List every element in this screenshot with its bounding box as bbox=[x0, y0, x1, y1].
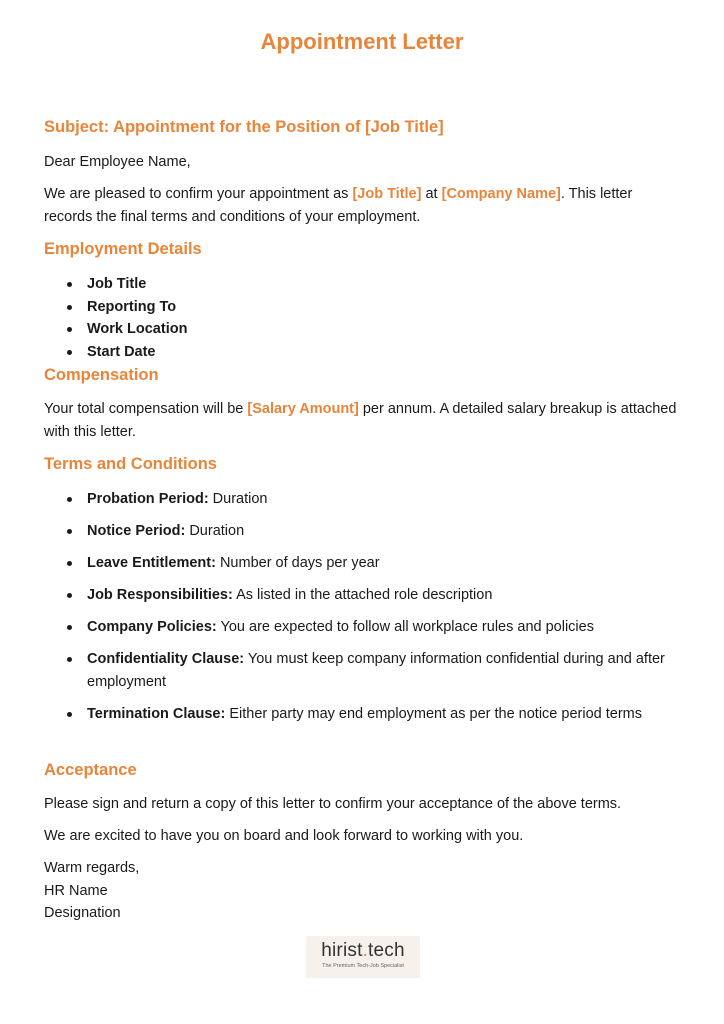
closing-designation: Designation bbox=[44, 905, 121, 921]
term-text: You must keep company information confidential during and after employment bbox=[87, 651, 665, 690]
compensation-paragraph bbox=[44, 398, 684, 443]
term-text: Duration bbox=[208, 491, 268, 507]
term-text: As listed in the attached role description bbox=[232, 587, 493, 603]
term-text: Number of days per year bbox=[215, 555, 380, 571]
intro-part2: at bbox=[421, 186, 442, 202]
term-label: Probation Period: bbox=[87, 491, 209, 507]
term-label: Notice Period: bbox=[87, 523, 186, 539]
company-name-placeholder: [Company Name] bbox=[441, 186, 561, 202]
terms-heading: Terms and Conditions bbox=[44, 455, 217, 473]
terms-list bbox=[44, 488, 684, 735]
term-text: You are expected to follow all workplace rules and policies bbox=[216, 619, 594, 635]
acceptance-line-2: We are excited to have you on board and look forward to working with you. bbox=[44, 828, 524, 844]
acceptance-heading: Acceptance bbox=[44, 761, 137, 779]
salutation: Dear Employee Name, bbox=[44, 154, 191, 170]
page-title: Appointment Letter bbox=[260, 29, 464, 54]
intro-paragraph bbox=[44, 183, 684, 228]
list-item: Start Date bbox=[44, 341, 684, 364]
job-title-placeholder: [Job Title] bbox=[352, 186, 422, 202]
term-item bbox=[44, 648, 684, 693]
term-item bbox=[44, 488, 684, 511]
term-text: Duration bbox=[185, 523, 245, 539]
salary-placeholder: [Salary Amount] bbox=[247, 401, 359, 417]
subject-line: Subject: Appointment for the Position of [Job Title] bbox=[44, 118, 444, 136]
list-item: Reporting To bbox=[44, 296, 684, 319]
list-item: Job Title bbox=[44, 273, 684, 296]
term-item bbox=[44, 703, 684, 726]
closing-block bbox=[44, 857, 684, 925]
intro-part1: We are pleased to confirm your appointment as bbox=[44, 186, 353, 202]
closing-name: HR Name bbox=[44, 882, 108, 899]
term-label: Company Policies: bbox=[87, 619, 217, 635]
term-item bbox=[44, 520, 684, 543]
term-label: Confidentiality Clause: bbox=[87, 651, 245, 667]
closing-regards: Warm regards, bbox=[44, 860, 140, 876]
term-text: Either party may end employment as per the notice period terms bbox=[225, 705, 642, 722]
list-item: Work Location bbox=[44, 318, 684, 341]
acceptance-line-1: Please sign and return a copy of this letter to confirm your acceptance of the above terms. bbox=[44, 796, 622, 812]
employment-heading: Employment Details bbox=[44, 240, 202, 258]
logo-tagline: The Premium Tech-Job Specialist bbox=[322, 963, 404, 969]
term-label: Job Responsibilities: bbox=[87, 587, 233, 603]
compensation-part1: Your total compensation will be bbox=[44, 401, 248, 417]
employment-list bbox=[44, 273, 684, 363]
term-label: Termination Clause: bbox=[87, 705, 226, 722]
intro-part3: . This letter records the final terms and conditions of your employment. bbox=[44, 186, 633, 225]
term-item bbox=[44, 616, 684, 639]
logo-wordmark: hirist.tech bbox=[321, 940, 405, 961]
term-item bbox=[44, 584, 684, 607]
compensation-heading: Compensation bbox=[44, 366, 159, 384]
compensation-part2: per annum. A detailed salary breakup is attached with this letter. bbox=[44, 401, 677, 440]
term-item bbox=[44, 552, 684, 575]
term-label: Leave Entitlement: bbox=[87, 555, 216, 571]
company-logo bbox=[306, 936, 420, 978]
